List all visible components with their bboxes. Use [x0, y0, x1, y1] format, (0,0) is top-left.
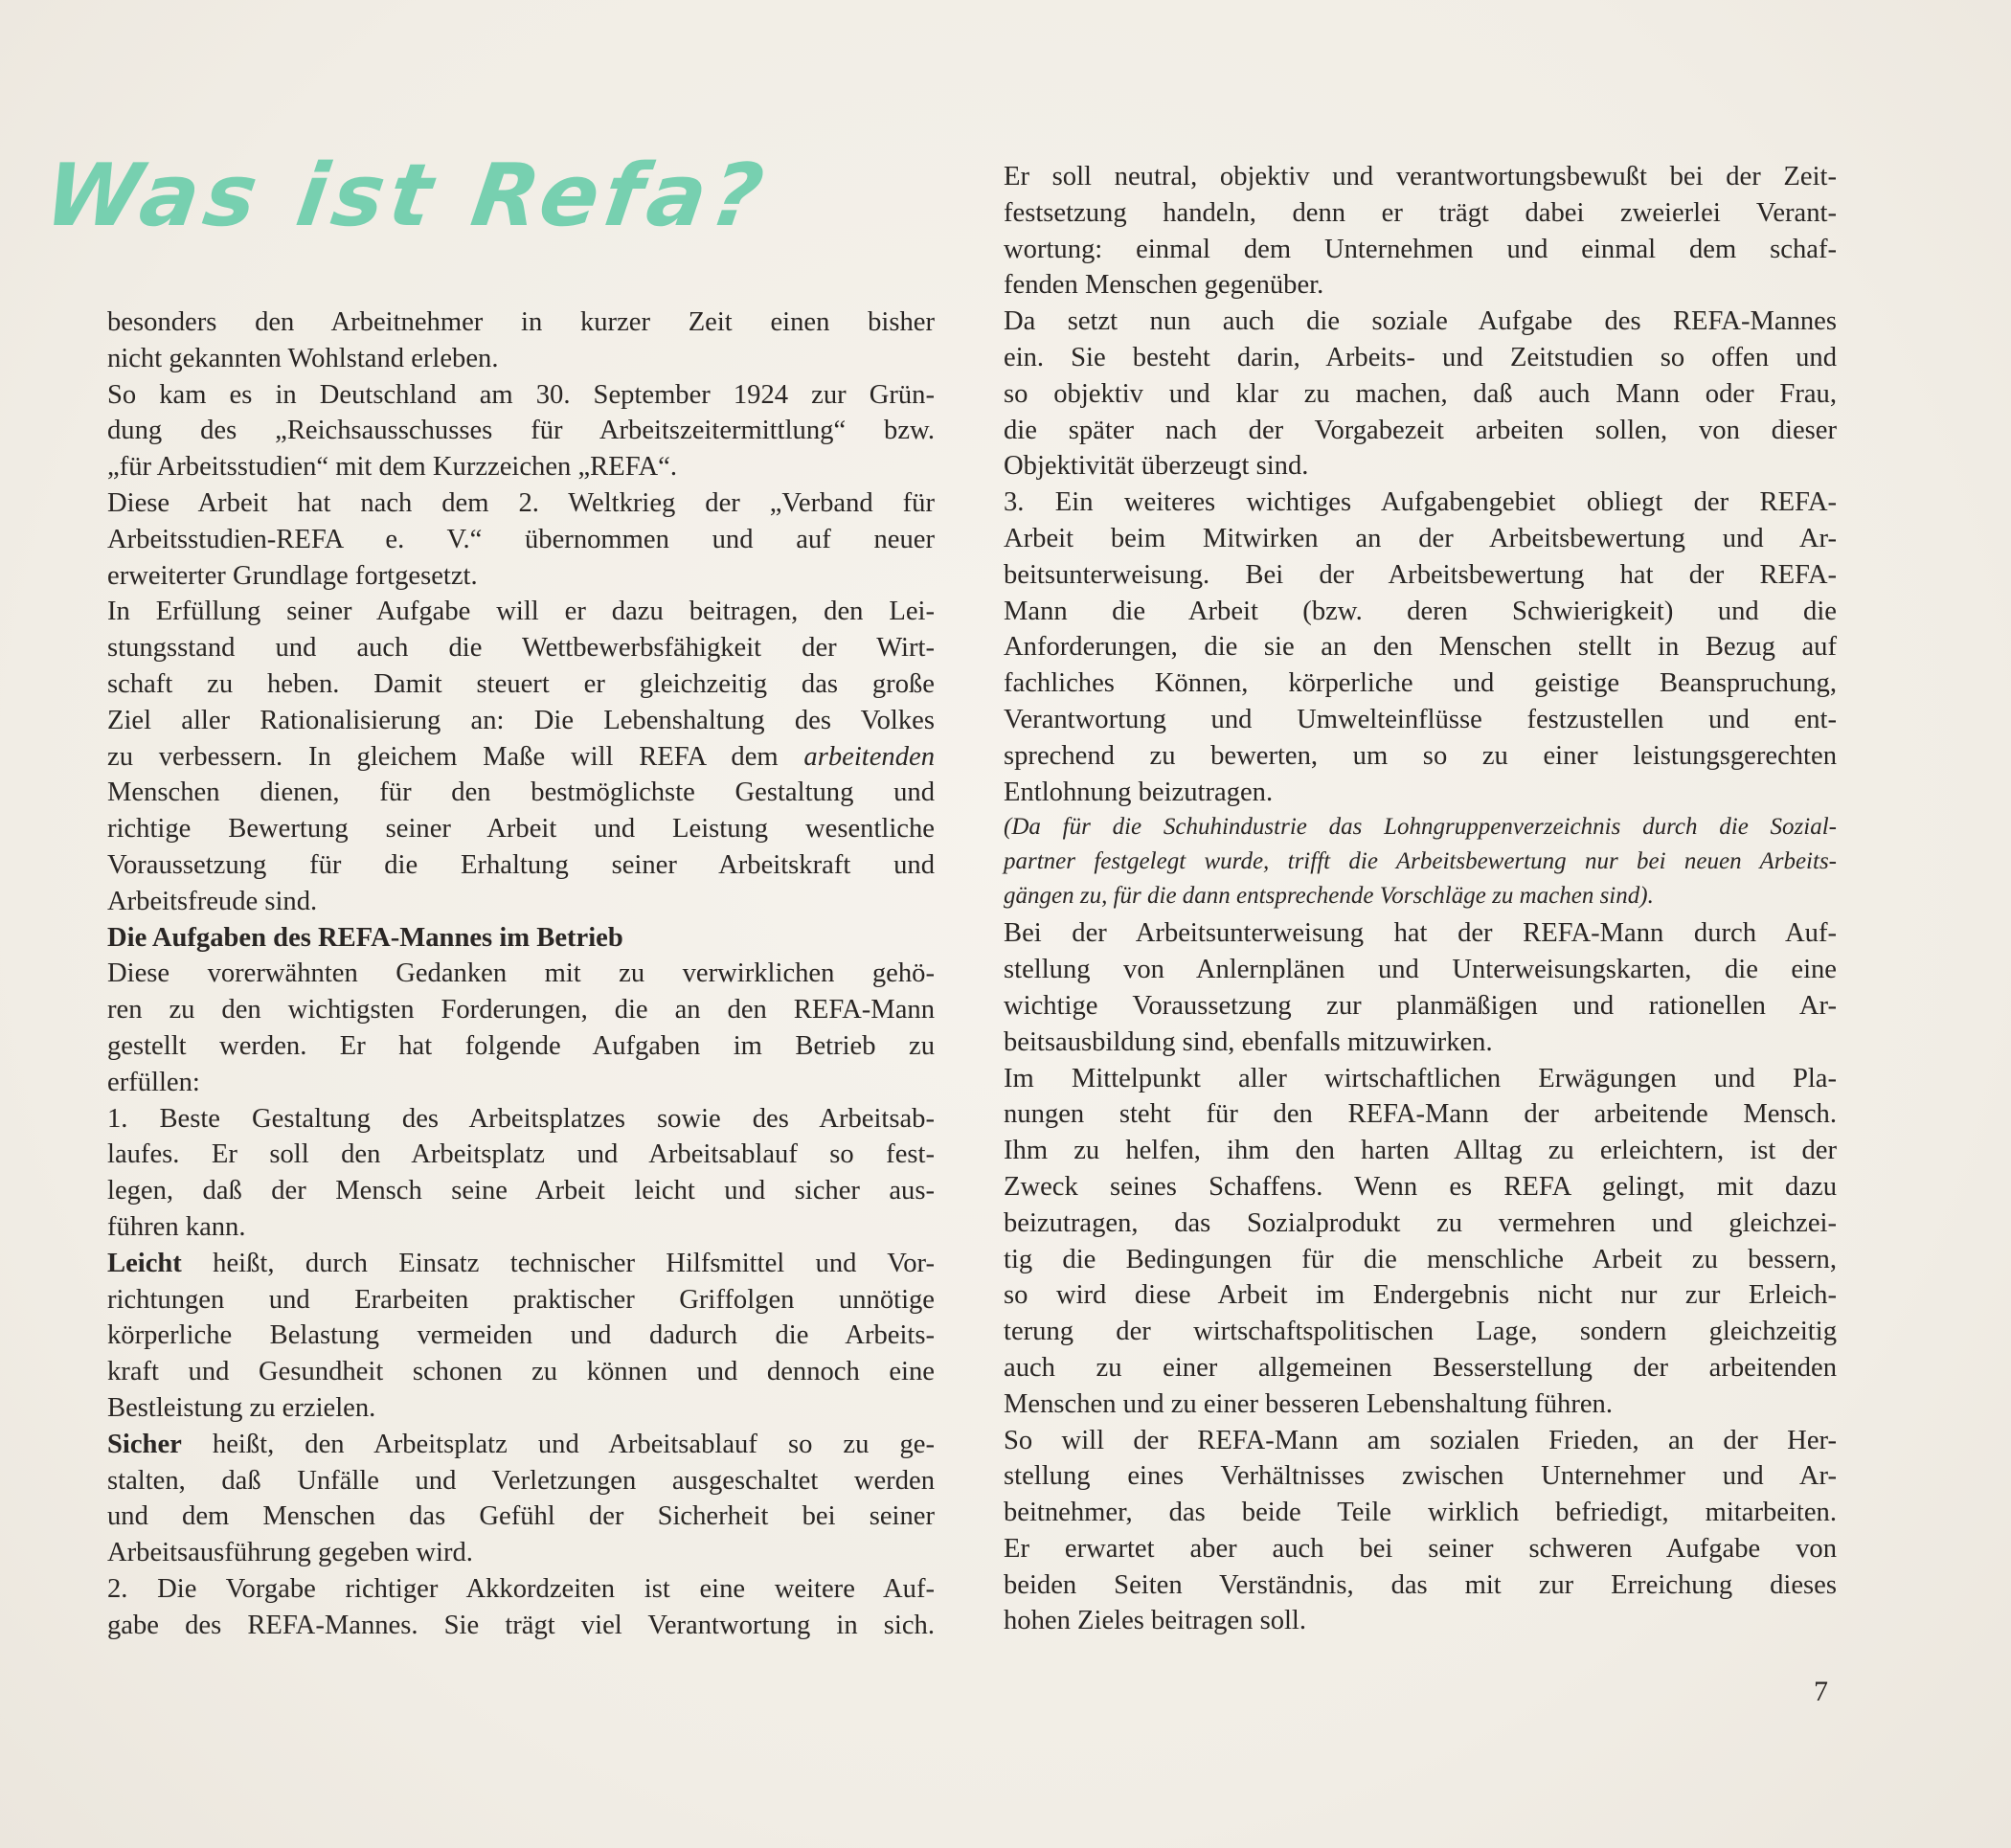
text-line	[1004, 1423, 1837, 1459]
line-text: „für Arbeitsstudien“ mit dem Kurzzeichen „REFA“.	[107, 452, 677, 483]
line-text: zu verbessern. In gleichem Maße will REFA dem	[107, 741, 779, 772]
line-text: 3. Ein weiteres wichtiges Aufgabengebiet obliegt der REFA-	[1004, 487, 1837, 518]
line-text: erweiterter Grundlage fortgesetzt.	[107, 560, 478, 591]
line-text: so wird diese Arbeit im Endergebnis nicht nur zur Erleich-	[1004, 1280, 1837, 1311]
line-text: Anforderungen, die sie an den Menschen stellt in Bezug auf	[1004, 632, 1837, 663]
right-column-part-b	[1004, 915, 1837, 1639]
line-text: Diese Arbeit hat nach dem 2. Weltkrieg der „Verband für	[107, 487, 935, 518]
text-line	[1004, 1314, 1837, 1350]
text-line	[1004, 340, 1837, 376]
text-line	[107, 1354, 935, 1390]
text-line	[107, 666, 935, 703]
text-line	[107, 1571, 935, 1608]
text-line	[107, 1209, 935, 1246]
line-text: Arbeitsausführung gegeben wird.	[107, 1538, 473, 1568]
text-line	[1004, 1603, 1837, 1639]
text-line	[1004, 159, 1837, 195]
text-line	[107, 847, 935, 884]
text-line	[107, 920, 935, 957]
line-text: Im Mittelpunkt aller wirtschaftlichen Erwägungen und Pla-	[1004, 1063, 1837, 1093]
page-number: 7	[1814, 1676, 1828, 1707]
line-text: In Erfüllung seiner Aufgabe will er dazu beitragen, den Lei-	[107, 597, 935, 627]
line-text: beitsausbildung sind, ebenfalls mitzuwirken.	[1004, 1026, 1493, 1057]
text-line	[107, 811, 935, 847]
line-text: die später nach der Vorgabezeit arbeiten sollen, von dieser	[1004, 415, 1837, 445]
text-line	[1004, 413, 1837, 449]
text-line	[107, 1390, 935, 1427]
line-text: Da setzt nun auch die soziale Aufgabe des REFA-Mannes	[1004, 306, 1837, 337]
text-line	[107, 1028, 935, 1065]
text-line	[107, 1065, 935, 1101]
text-line	[107, 413, 935, 449]
right-column-part-a	[1004, 159, 1837, 810]
line-text: führen kann.	[107, 1211, 246, 1242]
text-line	[1004, 485, 1837, 521]
text-line	[1004, 738, 1837, 775]
text-line	[107, 304, 935, 341]
text-line	[107, 1246, 935, 1282]
text-line	[107, 1318, 935, 1354]
line-text: körperliche Belastung vermeiden und dadurch die Arbeits-	[107, 1320, 935, 1351]
text-line	[1004, 1061, 1837, 1097]
text-line	[1004, 1277, 1837, 1314]
line-text: nungen steht für den REFA-Mann der arbeitende Mensch.	[1004, 1099, 1837, 1130]
line-text: heißt, den Arbeitsplatz und Arbeitsablauf so zu ge-	[212, 1429, 935, 1459]
text-line	[107, 1463, 935, 1499]
line-text: besonders den Arbeitnehmer in kurzer Zeit einen bisher	[107, 307, 935, 337]
line-text: dung des „Reichsausschusses für Arbeitszeitermittlung“ bzw.	[107, 416, 935, 446]
page-title: Was ist Refa?	[38, 146, 775, 246]
line-text: tig die Bedingungen für die menschliche Arbeit zu bessern,	[1004, 1244, 1837, 1274]
text-line	[1004, 304, 1837, 340]
line-text: terung der wirtschaftspolitischen Lage, sondern gleichzeitig	[1004, 1317, 1837, 1347]
text-line	[107, 341, 935, 377]
text-line	[1004, 267, 1837, 304]
text-line	[107, 1608, 935, 1644]
text-line	[107, 485, 935, 522]
line-text: stalten, daß Unfälle und Verletzungen ausgeschaltet werden	[107, 1465, 935, 1496]
line-text: nicht gekannten Wohlstand erleben.	[107, 343, 499, 373]
line-text: (Da für die Schuhindustrie das Lohngruppenverzeichnis durch die Sozial-	[1004, 814, 1837, 841]
line-text: Er erwartet aber auch bei seiner schweren Aufgabe von	[1004, 1533, 1837, 1564]
line-text: festsetzung handeln, denn er trägt dabei zweierlei Verant-	[1004, 197, 1837, 228]
line-text: stellung von Anlernplänen und Unterweisungskarten, die eine	[1004, 955, 1837, 985]
line-text: beizutragen, das Sozialprodukt zu vermehren und gleichzei-	[1004, 1207, 1837, 1238]
text-line	[1004, 1133, 1837, 1169]
line-text: partner festgelegt wurde, trifft die Arbeitsbewertung nur bei neuen Arbeits-	[1004, 848, 1837, 875]
line-text: Entlohnung beizutragen.	[1004, 777, 1274, 807]
text-line	[107, 522, 935, 558]
line-text: sprechend zu bewerten, um so zu einer leistungsgerechten	[1004, 740, 1837, 771]
text-line	[1004, 1531, 1837, 1567]
left-text-column	[107, 304, 935, 1643]
text-line	[1004, 1242, 1837, 1278]
text-line	[1004, 1458, 1837, 1495]
line-text: 2. Die Vorgabe richtiger Akkordzeiten ist eine weitere Auf-	[107, 1573, 935, 1604]
text-line	[107, 775, 935, 811]
text-line	[1004, 665, 1837, 702]
text-line	[1004, 988, 1837, 1025]
right-text-column	[1004, 159, 1837, 1639]
line-text: beitsunterweisung. Bei der Arbeitsbewertung hat der REFA-	[1004, 559, 1837, 590]
line-text: so objektiv und klar zu machen, daß auch Mann oder Frau,	[1004, 378, 1837, 409]
line-text: Mann die Arbeit (bzw. deren Schwierigkeit) und die	[1004, 596, 1837, 626]
line-text: richtungen und Erarbeiten praktischer Griffolgen unnötige	[107, 1284, 935, 1315]
line-text: Objektivität überzeugt sind.	[1004, 451, 1309, 482]
text-line	[1004, 1386, 1837, 1423]
text-line	[107, 630, 935, 666]
text-line	[107, 703, 935, 739]
line-text: wichtige Voraussetzung zur planmäßigen und rationellen Ar-	[1004, 990, 1837, 1021]
text-line	[107, 1101, 935, 1138]
text-line	[1004, 376, 1837, 413]
text-line	[107, 1499, 935, 1535]
text-line	[107, 739, 935, 776]
line-text: Menschen und zu einer besseren Lebenshaltung führen.	[1004, 1388, 1613, 1419]
line-text: schaft zu heben. Damit steuert er gleichzeitig das große	[107, 668, 935, 699]
text-line	[1004, 1169, 1837, 1206]
text-line	[107, 377, 935, 414]
text-line	[1004, 232, 1837, 268]
line-text: 1. Beste Gestaltung des Arbeitsplatzes sowie des Arbeitsab-	[107, 1103, 935, 1134]
line-text: ren zu den wichtigsten Forderungen, die an den REFA-Mann	[107, 995, 935, 1025]
line-text: richtige Bewertung seiner Arbeit und Leistung wesentliche	[107, 814, 935, 845]
line-text: Verantwortung und Umwelteinflüsse festzustellen und ent-	[1004, 704, 1837, 734]
line-text: ein. Sie besteht darin, Arbeits- und Zeitstudien so offen und	[1004, 342, 1837, 372]
line-text: stungsstand und auch die Wettbewerbsfähigkeit der Wirt-	[107, 633, 935, 664]
italic-word: arbeitenden	[803, 741, 935, 772]
text-line	[107, 1427, 935, 1463]
text-line	[1004, 1096, 1837, 1133]
text-line	[107, 884, 935, 920]
line-text: gängen zu, für die dann entsprechende Vorschläge zu machen sind).	[1004, 883, 1654, 910]
line-text: Die Aufgaben des REFA-Mannes im Betrieb	[107, 922, 623, 953]
text-line	[1004, 1495, 1837, 1531]
line-text: Arbeit beim Mitwirken an der Arbeitsbewertung und Ar-	[1004, 523, 1837, 553]
bold-lead-word: Sicher	[107, 1429, 182, 1459]
text-line	[1004, 448, 1837, 485]
bold-lead-word: Leicht	[107, 1248, 182, 1278]
text-line	[1004, 629, 1837, 665]
text-line	[107, 558, 935, 595]
text-line	[1004, 952, 1837, 988]
line-text: fachliches Können, körperliche und geistige Beanspruchung,	[1004, 668, 1837, 699]
text-line	[1004, 1025, 1837, 1061]
text-line	[107, 1173, 935, 1209]
text-line	[1004, 1350, 1837, 1386]
line-text: So will der REFA-Mann am sozialen Frieden, an der Her-	[1004, 1425, 1837, 1455]
text-line	[107, 449, 935, 485]
line-text: Zweck seines Schaffens. Wenn es REFA gelingt, mit dazu	[1004, 1171, 1837, 1202]
line-text: kraft und Gesundheit schonen zu können und dennoch eine	[107, 1357, 935, 1387]
line-text: erfüllen:	[107, 1067, 200, 1097]
text-line	[1004, 879, 1837, 913]
line-text: Ihm zu helfen, ihm den harten Alltag zu erleichtern, ist der	[1004, 1136, 1837, 1166]
text-line	[107, 1137, 935, 1173]
text-line	[107, 594, 935, 630]
text-line	[1004, 195, 1837, 232]
line-text: Menschen dienen, für den bestmöglichste Gestaltung und	[107, 778, 935, 808]
line-text: beiden Seiten Verständnis, das mit zur Erreichung dieses	[1004, 1569, 1837, 1600]
line-text: wortung: einmal dem Unternehmen und einmal dem schaf-	[1004, 234, 1837, 264]
footnote-remark	[1004, 810, 1837, 913]
line-text: auch zu einer allgemeinen Besserstellung der arbeitenden	[1004, 1352, 1837, 1383]
line-text: Arbeitsstudien-REFA e. V.“ übernommen und auf neuer	[107, 524, 935, 554]
line-text: So kam es in Deutschland am 30. September 1924 zur Grün-	[107, 379, 935, 410]
line-text: Diese vorerwähnten Gedanken mit zu verwirklichen gehö-	[107, 958, 935, 989]
line-text: fenden Menschen gegenüber.	[1004, 270, 1324, 301]
line-text: laufes. Er soll den Arbeitsplatz und Arbeitsablauf so fest-	[107, 1139, 935, 1170]
line-text: Bestleistung zu erzielen.	[107, 1392, 376, 1423]
text-line	[107, 1282, 935, 1318]
text-line	[1004, 915, 1837, 952]
text-line	[107, 1535, 935, 1571]
line-text: Bei der Arbeitsunterweisung hat der REFA-Mann durch Auf-	[1004, 918, 1837, 949]
line-text: Arbeitsfreude sind.	[107, 886, 318, 916]
text-line	[1004, 810, 1837, 845]
line-text: Ziel aller Rationalisierung an: Die Lebenshaltung des Volkes	[107, 705, 935, 735]
text-line	[1004, 521, 1837, 557]
text-line	[1004, 1567, 1837, 1604]
line-text: Er soll neutral, objektiv und verantwortungsbewußt bei der Zeit-	[1004, 162, 1837, 192]
line-text: heißt, durch Einsatz technischer Hilfsmittel und Vor-	[213, 1248, 935, 1278]
text-line	[1004, 557, 1837, 594]
text-line	[107, 992, 935, 1028]
line-text: stellung eines Verhältnisses zwischen Unternehmer und Ar-	[1004, 1461, 1837, 1492]
text-line	[1004, 1206, 1837, 1242]
text-line	[1004, 594, 1837, 630]
line-text: gestellt werden. Er hat folgende Aufgaben im Betrieb zu	[107, 1030, 935, 1061]
text-line	[1004, 702, 1837, 738]
line-text: hohen Zieles beitragen soll.	[1004, 1606, 1307, 1636]
line-text: beitnehmer, das beide Teile wirklich befriedigt, mitarbeiten.	[1004, 1498, 1837, 1528]
line-text: und dem Menschen das Gefühl der Sicherheit bei seiner	[107, 1501, 935, 1532]
text-line	[1004, 845, 1837, 879]
text-line	[1004, 775, 1837, 811]
line-text: gabe des REFA-Mannes. Sie trägt viel Verantwortung in sich.	[107, 1610, 935, 1640]
text-line	[107, 956, 935, 992]
line-text: Voraussetzung für die Erhaltung seiner Arbeitskraft und	[107, 849, 935, 880]
line-text: legen, daß der Mensch seine Arbeit leicht und sicher aus-	[107, 1176, 935, 1206]
